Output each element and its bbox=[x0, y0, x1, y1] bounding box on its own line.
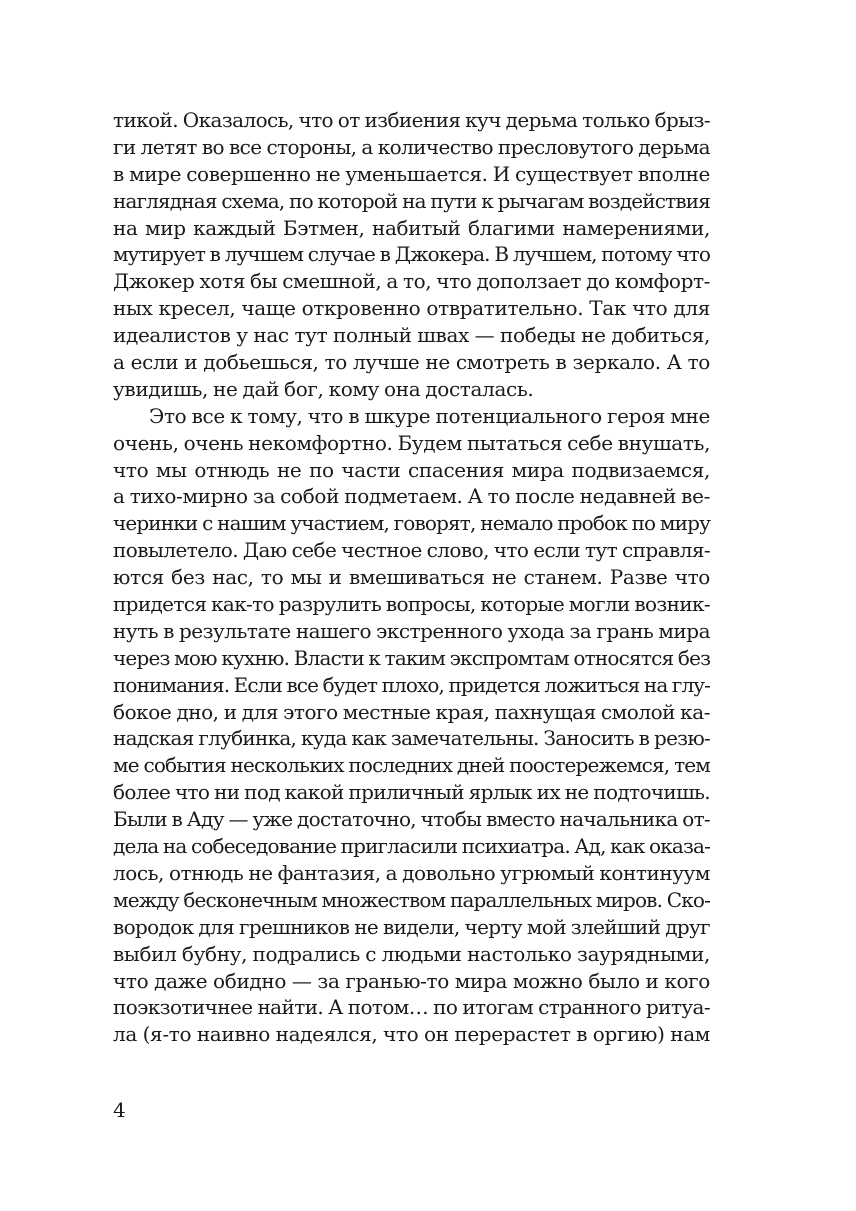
text-line: увидишь, не дай бог, кому она досталась. bbox=[113, 376, 534, 401]
text-line: надская глубинка, куда как замечательны. Заносить в резю- bbox=[113, 726, 710, 751]
text-line: Джокер хотя бы смешной, а то, что доползает до комфорт- bbox=[113, 269, 710, 294]
text-line: повылетело. Даю себе честное слово, что если тут справля- bbox=[113, 538, 711, 563]
text-line: нуть в результате нашего экстренного ухода за грань мира bbox=[113, 618, 710, 643]
text-line: что даже обидно — за гранью-то мира можно было и кого bbox=[113, 968, 710, 993]
text-line: лось, отнюдь не фантазия, а довольно угрюмый континуум bbox=[113, 860, 710, 885]
text-line: придется как-то разрулить вопросы, которые могли возник- bbox=[113, 592, 710, 617]
text-line: ла (я-то наивно надеялся, что он перерастет в оргию) нам bbox=[113, 1022, 710, 1047]
text-line: между бесконечным множеством параллельных миров. Ско- bbox=[113, 887, 710, 912]
text-line: что мы отнюдь не по части спасения мира подвизаемся, bbox=[113, 457, 710, 482]
text-line: поэкзотичнее найти. А потом… по итогам странного ритуа- bbox=[113, 995, 710, 1020]
text-line: наглядная схема, по которой на пути к рычагам воздействия bbox=[113, 188, 710, 213]
text-line: ме события нескольких последних дней поостережемся, тем bbox=[113, 753, 710, 778]
text-line: тикой. Оказалось, что от избиения куч дерьма только брыз- bbox=[113, 108, 710, 132]
text-line: вородок для грешников не видели, черту мой злейший друг bbox=[113, 914, 710, 939]
text-line: а тихо-мирно за собой подметаем. А то после недавней ве- bbox=[113, 484, 710, 509]
text-line: Были в Аду — уже достаточно, чтобы вместо начальника от- bbox=[113, 807, 710, 832]
body-text bbox=[113, 107, 710, 1048]
text-line: ги летят во все стороны, а количество пресловутого дерьма bbox=[113, 134, 710, 159]
text-line: ных кресел, чаще откровенно отвратительно. Так что для bbox=[113, 296, 710, 321]
text-line: в мире совершенно не уменьшается. И существует вполне bbox=[113, 161, 710, 186]
text-line: более что ни под какой приличный ярлык их не подточишь. bbox=[113, 780, 710, 805]
text-line: через мою кухню. Власти к таким экспромтам относятся без bbox=[113, 645, 711, 670]
text-line: бокое дно, и для этого местные края, пахнущая смолой ка- bbox=[113, 699, 710, 724]
text-line: очень, очень некомфортно. Будем пытаться себе внушать, bbox=[113, 430, 711, 455]
text-line: на мир каждый Бэтмен, набитый благими намерениями, bbox=[113, 215, 710, 240]
page-number: 4 bbox=[113, 1098, 126, 1122]
text-line: ются без нас, то мы и вмешиваться не станем. Разве что bbox=[113, 565, 710, 590]
text-line: черинки с нашим участием, говорят, немало пробок по миру bbox=[113, 511, 710, 536]
text-line: понимания. Если все будет плохо, придется ложиться на глу- bbox=[113, 672, 710, 697]
text-line: дела на собеседование пригласили психиатра. Ад, как оказа- bbox=[113, 834, 710, 859]
text-line: а если и добьешься, то лучше не смотреть в зеркало. А то bbox=[113, 350, 710, 375]
text-line: мутирует в лучшем случае в Джокера. В лучшем, потому что bbox=[113, 242, 710, 267]
text-line: идеалистов у нас тут полный швах — победы не добиться, bbox=[113, 323, 710, 348]
text-line: Это все к тому, что в шкуре потенциального героя мне bbox=[149, 403, 710, 428]
text-line: выбил бубну, подрались с людьми настолько заурядными, bbox=[113, 941, 710, 966]
